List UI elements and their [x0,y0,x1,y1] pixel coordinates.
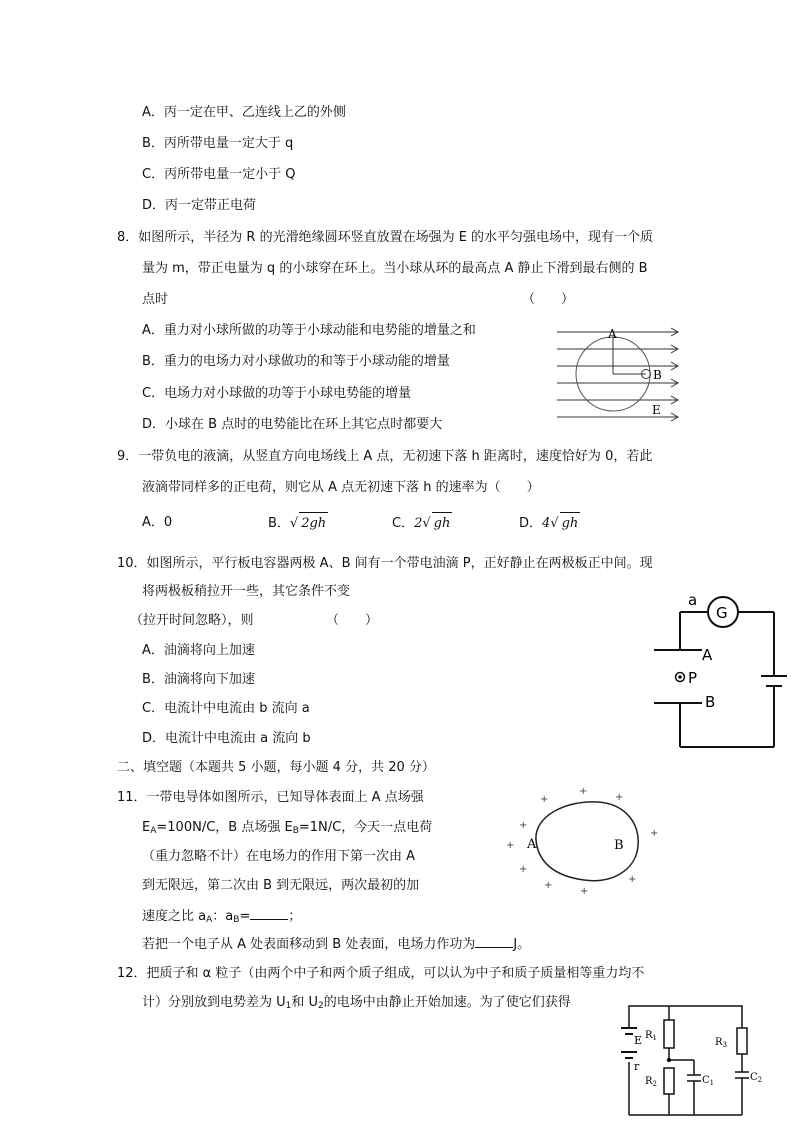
q9-option-c: C．2√ gh [392,512,452,535]
q12-label-c2: C [750,1072,758,1083]
q12-label-r2-sub: 2 [652,1080,657,1088]
q12-label-r: r [634,1060,640,1073]
q12-u2-label: 和 U [291,995,319,1010]
q9-option-c-expr: gh [432,512,453,535]
q10-capacitor-circuit-figure [650,590,790,755]
svg-text:R2 [645,1076,657,1088]
q12-line-2 [142,994,571,1015]
section-2-heading: 二、填空题（本题共 5 小题，每小题 4 分，共 20 分） [117,760,435,775]
q11-work-label: 若把一个电子从 A 处表面移动到 B 处表面，电场力作功为 [142,937,476,952]
q9-option-a [142,512,172,534]
q10-label-plate-a: A [702,646,713,664]
q11-line-3: （重力忽略不计）在电场力的作用下第一次由 A [142,849,416,864]
q11-plus-1: + [540,794,549,805]
q11-ea-sub: A [150,826,157,836]
svg-text:R3 [715,1037,727,1049]
q11-ratio-blank[interactable] [250,907,288,920]
q8-stem-line-2: 量为 m，带正电量为 q 的小球穿在环上。当小球从环的最高点 A 静止下滑到最右侧的 B [142,261,648,276]
q8-stem-line-3: 点时 [142,292,169,307]
q12-label-r3-sub: 3 [722,1041,727,1049]
q11-plus-6: + [519,864,528,875]
q8-option-b: B．重力的电场力对小球做功的和等于小球动能的增量 [142,354,450,369]
q11-plus-3: + [615,792,624,803]
q10-stem-line-3: （拉开时间忽略），则 [130,613,254,628]
q11-eb-value: =1N/C，今天一点电荷 [298,820,433,835]
q11-eb-sub: B [292,826,299,836]
q11-ratio-label: 速度之比 a [142,909,207,924]
q9-option-b-expr: 2gh [299,512,328,535]
q8-stem-line-1: 8．如图所示，半径为 R 的光滑绝缘圆环竖直放置在场强为 E 的水平匀强电场中，现有一个质 [117,230,654,245]
q11-label-b: B [614,838,624,853]
q11-plus-9: + [628,874,637,885]
q11-work-blank[interactable] [475,935,513,948]
q10-option-c: C．电流计中电流由 b 流向 a [142,701,310,716]
q10-label-plate-b: B [705,693,716,711]
q11-ea-symbol: E [142,820,151,835]
svg-text:C1 [702,1075,714,1087]
q9-option-d-coef: 4 [542,516,551,531]
q11-ea-value: =100N/C，B 点场强 E [156,820,293,835]
q12-label-c2-sub: 2 [757,1076,763,1084]
q10-option-d: D．电流计中电流由 a 流向 b [142,731,311,746]
svg-text:C2 [750,1072,762,1084]
q11-line-6 [142,935,530,954]
q11-ratio-end: ； [288,909,302,924]
q12-label-c1-sub: 1 [709,1079,715,1087]
q11-plus-7: + [544,880,553,891]
q8-label-e: E [652,403,661,417]
q9-option-b: B．√ 2gh [268,512,328,535]
q8-option-d: D．小球在 B 点时的电势能比在环上其它点时都要大 [142,417,443,432]
svg-text:R1 [645,1030,657,1042]
q10-label-g: G [716,604,728,622]
q9-option-b-label: B． [268,516,290,531]
q11-label-a: A [527,837,537,852]
q11-ratio-mid: ：a [212,909,234,924]
q11-plus-2: + [579,786,588,797]
q11-plus-10: + [650,828,659,839]
q12-u1-label: 计）分别放到电势差为 U [142,995,286,1010]
q8-ring-field-figure [552,318,687,428]
q12-line-1: 12．把质子和 α 粒子（由两个中子和两个质子组成，可以认为中子和质子质量相等重力均不 [117,966,645,981]
q11-work-end: J。 [513,937,531,952]
q9-option-d-expr: gh [560,512,581,535]
q9-option-d-label: D． [519,516,543,531]
q9-option-c-coef: 2 [414,516,423,531]
q12-line-2-rest: 的电场中由静止开始加速。为了使它们获得 [323,995,571,1010]
q10-answer-paren: （ ） [326,613,379,628]
q7-option-a: A．丙一定在甲、乙连线上乙的外侧 [142,105,346,120]
q11-ratio-sub-b: B [233,915,240,925]
q11-line-5 [142,907,301,929]
q8-answer-paren: （ ） [522,292,575,307]
q11-line-1: 11．一带电导体如图所示，已知导体表面上 A 点场强 [117,790,424,805]
q8-option-c: C．电场力对小球做的功等于小球电势能的增量 [142,386,412,401]
q8-label-a: A [608,327,617,341]
q9-option-d: D．4√ gh [519,512,580,535]
q8-label-b: B [653,368,662,382]
q12-label-e: E [634,1034,643,1047]
q10-stem-line-1: 10．如图所示，平行板电容器两极 A、B 间有一个带电油滴 P，正好静止在两极板正中间。现 [117,556,653,571]
q7-option-b: B．丙所带电量一定大于 q [142,136,294,151]
q9-stem-line-2: 液滴带同样多的正电荷，则它从 A 点无初速下落 h 的速率为（ ） [142,480,540,495]
q10-stem-line-2: 将两极板稍拉开一些，其它条件不变 [142,584,351,599]
q11-line-2 [142,819,432,840]
q12-u1-sub: 1 [285,1001,292,1011]
q11-line-4: 到无限远，第二次由 B 到无限远，两次最初的加 [142,878,420,893]
q12-label-r1: R [645,1030,653,1041]
q9-option-c-label: C． [392,516,415,531]
q12-u2-sub: 2 [318,1001,324,1011]
q12-label-r2: R [645,1076,653,1087]
q12-label-c1: C [702,1075,710,1086]
q12-rc-circuit-figure [614,1000,779,1118]
q10-option-a: A．油滴将向上加速 [142,643,255,658]
q9-option-a-text: A．0 [142,515,173,530]
q11-ratio-eq: = [239,909,251,924]
q11-ratio-sub-a: A [206,915,213,925]
q10-label-p: P [688,669,698,687]
q11-plus-5: + [506,840,515,851]
q11-plus-8: + [580,886,589,897]
q12-label-r3: R [715,1037,723,1048]
q10-label-a-lower: a [688,591,698,609]
q8-option-a: A．重力对小球所做的功等于小球动能和电势能的增量之和 [142,323,476,338]
q12-label-r1-sub: 1 [652,1034,657,1042]
q7-option-d: D．丙一定带正电荷 [142,198,257,213]
q7-option-c: C．丙所带电量一定小于 Q [142,167,296,182]
q11-conductor-figure [500,788,660,898]
q11-plus-4: + [519,820,528,831]
q9-stem-line-1: 9．一带负电的液滴，从竖直方向电场线上 A 点，无初速下落 h 距离时，速度恰好为 0，若此 [117,449,653,464]
q10-option-b: B．油滴将向下加速 [142,672,255,687]
